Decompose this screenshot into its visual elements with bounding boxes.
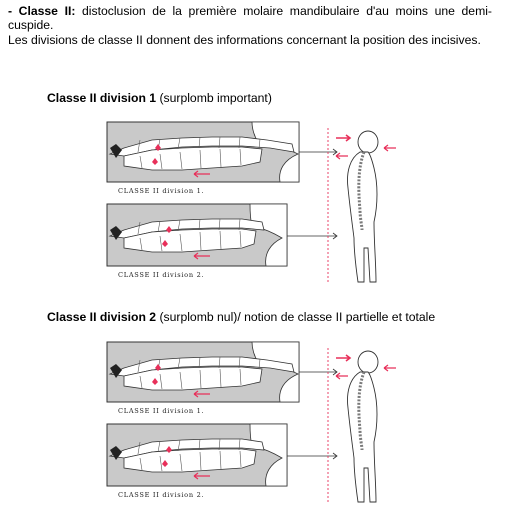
class-ii-label: - Classe II: [8, 4, 76, 18]
figure-caption: CLASSE II division 1. [118, 407, 205, 415]
posture-figure [328, 348, 396, 504]
posture-figure [328, 128, 396, 284]
section-heading-rest: (surplomb nul)/ notion de classe II partielle et totale [156, 310, 436, 324]
class-ii-illustration [102, 118, 402, 286]
jaw-panel-lower [107, 424, 287, 486]
figure-division-1 [102, 118, 402, 286]
section-heading-rest: (surplomb important) [156, 91, 272, 105]
section-heading-division-1 [47, 91, 272, 105]
section-heading-division-2 [47, 310, 435, 324]
intro-paragraph [8, 4, 492, 32]
figure-caption: CLASSE II division 2. [118, 271, 205, 279]
class-ii-definition: distoclusion de la première molaire mandibulaire d'au moins une demi-cuspide. [8, 4, 492, 32]
figure-division-2 [102, 338, 402, 506]
section-heading-bold: Classe II division 1 [47, 91, 157, 105]
jaw-panel-lower [107, 204, 287, 266]
jaw-panel-upper [107, 122, 299, 182]
divisions-paragraph: Les divisions de classe II donnent des informations concernant la position des incisives. [8, 33, 481, 47]
class-ii-illustration [102, 338, 402, 506]
figure-caption: CLASSE II division 2. [118, 491, 205, 499]
figure-caption: CLASSE II division 1. [118, 187, 205, 195]
section-heading-bold: Classe II division 2 [47, 310, 157, 324]
jaw-panel-upper [107, 342, 299, 402]
